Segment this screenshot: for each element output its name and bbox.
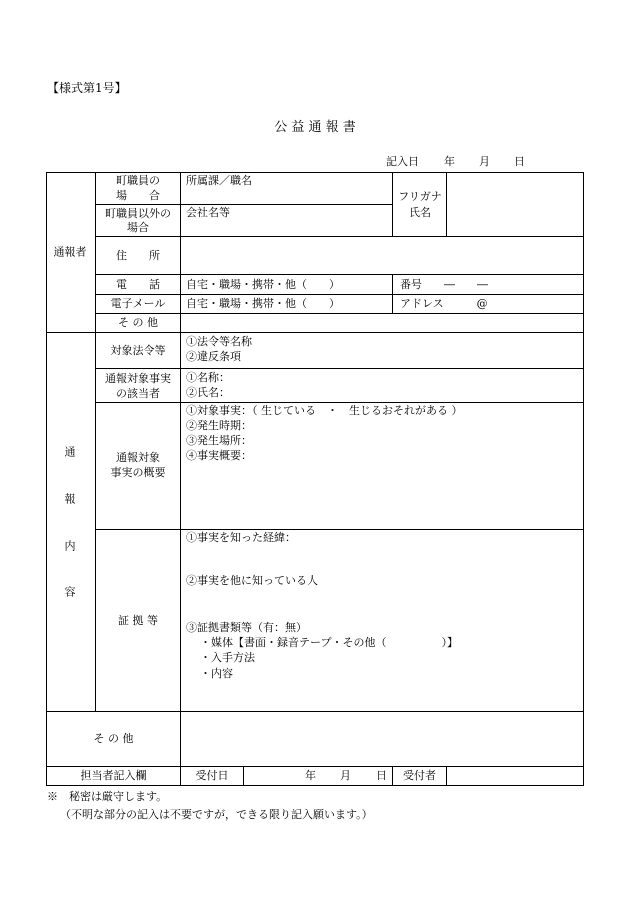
staff-case-label-line2: 場 合 bbox=[116, 189, 160, 202]
note-confidential: ※ 秘密は厳守します。 bbox=[47, 790, 168, 803]
received-month: 月 bbox=[340, 769, 351, 782]
receiver-field[interactable] bbox=[448, 768, 582, 784]
email-label: 電子メール bbox=[110, 297, 166, 310]
summary-line-4[interactable]: ④事実概要： bbox=[186, 449, 252, 462]
staff-case-field[interactable]: 所属課／職名 bbox=[186, 174, 252, 187]
evidence-line-3[interactable]: ③証拠書類等（有：無） bbox=[186, 621, 307, 634]
furigana-label: フリガナ bbox=[398, 190, 442, 203]
phone-options[interactable]: 自宅・職場・携帯・他（ ） bbox=[186, 278, 340, 291]
reporter-section-label: 通報者 bbox=[53, 245, 87, 259]
summary-label-line2: 事実の概要 bbox=[110, 466, 166, 479]
subject-line-2[interactable]: ②氏名： bbox=[186, 386, 230, 399]
summary-line-1[interactable]: ①対象事実：（ 生じている ・ 生じるおそれがある ） bbox=[186, 404, 463, 417]
phone-label: 電 話 bbox=[116, 278, 160, 291]
evidence-line-2[interactable]: ②事実を他に知っている人 bbox=[186, 574, 318, 587]
reporter-other-label: そ の 他 bbox=[118, 316, 158, 329]
received-date-label: 受付日 bbox=[195, 769, 229, 782]
entry-date-year: 年 bbox=[444, 155, 455, 168]
report-content-char-4: 容 bbox=[64, 585, 76, 599]
summary-line-3[interactable]: ③発生場所： bbox=[186, 434, 252, 447]
page-title: 公 益 通 報 書 bbox=[274, 120, 356, 135]
report-content-char-2: 報 bbox=[64, 492, 76, 506]
email-options[interactable]: 自宅・職場・携帯・他（ ） bbox=[186, 297, 340, 310]
law-label: 対象法令等 bbox=[110, 344, 166, 357]
report-content-char-1: 通 bbox=[64, 445, 76, 459]
entry-date-month: 月 bbox=[479, 155, 490, 168]
entry-date-label: 記入日 bbox=[386, 155, 419, 168]
report-content-char-3: 内 bbox=[64, 539, 76, 553]
nonstaff-case-label-line1: 町職員以外の bbox=[105, 207, 171, 220]
note-optional-fields: （不明な部分の記入は不要ですが，できる限り記入願います。） bbox=[60, 808, 373, 821]
email-address-label[interactable]: アドレス @ bbox=[400, 297, 488, 310]
name-field[interactable] bbox=[448, 176, 582, 234]
name-label: 氏名 bbox=[409, 206, 431, 219]
summary-line-2[interactable]: ②発生時期： bbox=[186, 419, 252, 432]
subject-label-line1: 通報対象事実 bbox=[105, 372, 171, 385]
nonstaff-case-label-line2: 場合 bbox=[127, 221, 149, 234]
law-line-1[interactable]: ①法令等名称 bbox=[186, 335, 252, 348]
evidence-line-6[interactable]: ・内容 bbox=[200, 667, 233, 680]
address-field[interactable] bbox=[182, 238, 582, 273]
entry-date-day: 日 bbox=[514, 155, 525, 168]
phone-number-label[interactable]: 番号 ― ― bbox=[400, 278, 488, 291]
nonstaff-case-field[interactable]: 会社名等 bbox=[186, 206, 230, 219]
law-line-2[interactable]: ②違反条項 bbox=[186, 350, 241, 363]
other-section-label: そ の 他 bbox=[93, 732, 134, 745]
receiver-label: 受付者 bbox=[403, 769, 436, 782]
evidence-line-1[interactable]: ①事実を知った経緯： bbox=[186, 531, 296, 544]
evidence-label: 証 拠 等 bbox=[118, 614, 158, 627]
staff-case-label-line1: 町職員の bbox=[116, 174, 160, 187]
summary-label-line1: 通報対象 bbox=[116, 451, 160, 464]
staff-entry-label: 担当者記入欄 bbox=[80, 769, 147, 782]
other-section-field[interactable] bbox=[182, 713, 582, 765]
subject-line-1[interactable]: ①名称： bbox=[186, 371, 230, 384]
evidence-line-5[interactable]: ・入手方法 bbox=[200, 651, 255, 664]
subject-label-line2: の該当者 bbox=[116, 387, 160, 400]
evidence-line-4[interactable]: ・媒体【書面・録音テープ・その他（ ）】 bbox=[200, 636, 458, 649]
address-label: 住 所 bbox=[116, 249, 160, 262]
reporter-other-field[interactable] bbox=[182, 315, 582, 331]
received-day: 日 bbox=[376, 769, 387, 782]
form-number: 【様式第1号】 bbox=[47, 81, 127, 95]
received-year: 年 bbox=[305, 769, 316, 782]
